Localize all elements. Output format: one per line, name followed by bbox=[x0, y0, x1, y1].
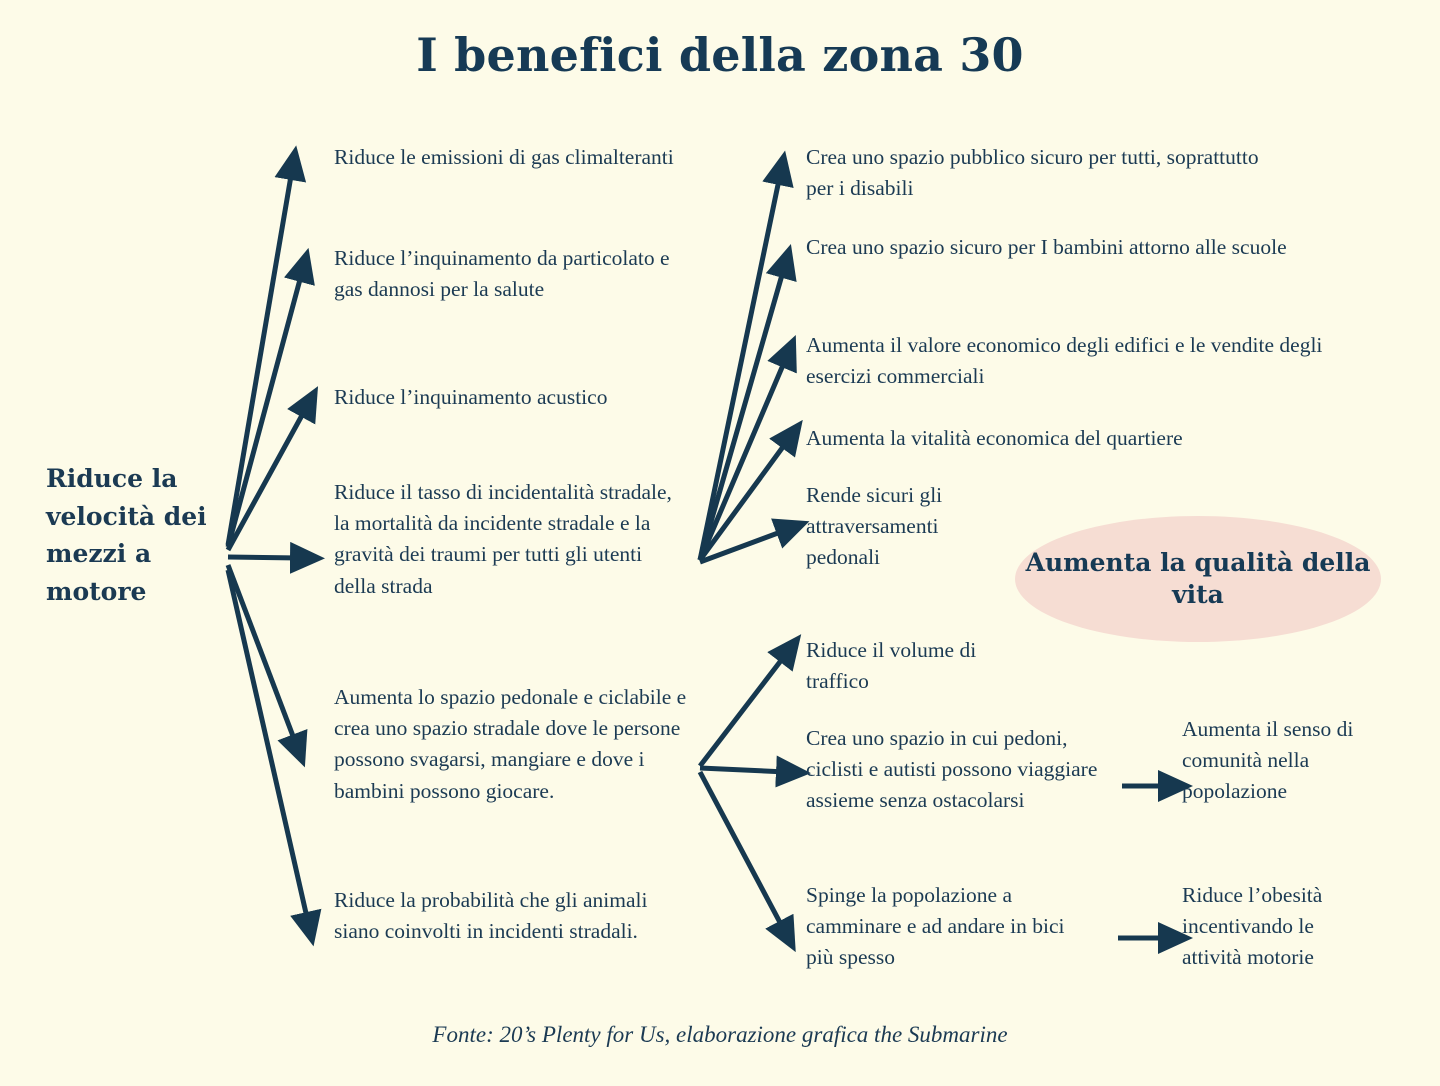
arrow-root-to-b1-5 bbox=[228, 565, 296, 744]
arrow-root-to-b1-6 bbox=[228, 570, 308, 922]
node-b2-5: Rende sicuri gli attraversamenti pedonali bbox=[806, 483, 943, 570]
arrow-root-to-b1-2 bbox=[228, 272, 302, 547]
arrow-hub2-to-b2-2 bbox=[700, 268, 784, 560]
arrow-hub2-to-b2-4 bbox=[700, 440, 788, 560]
node-b3-3: Spinge la popolazione a camminare e ad andare in bici più spesso bbox=[806, 883, 1065, 970]
arrow-hub2-to-b2-5 bbox=[700, 530, 786, 562]
arrow-root-to-b1-3 bbox=[228, 408, 306, 550]
page-title: I benefici della zona 30 bbox=[416, 28, 1024, 82]
node-b2-3: Aumenta il valore economico degli edifici e le vendite degli esercizi commerciali bbox=[806, 333, 1323, 389]
node-b4-1: Aumenta il senso di comunità nella popolazione bbox=[1182, 717, 1354, 804]
node-b1-5: Aumenta lo spazio pedonale e ciclabile e crea uno spazio stradale dove le persone possono svagarsi, mangiare e dove i bambini possono giocare. bbox=[334, 685, 687, 803]
node-b1-1: Riduce le emissioni di gas climalteranti bbox=[334, 145, 674, 169]
source-caption: Fonte: 20’s Plenty for Us, elaborazione grafica the Submarine bbox=[432, 1022, 1008, 1047]
highlight-label: Aumenta la qualità della vita bbox=[1025, 547, 1371, 609]
root-node: Riduce la velocità dei mezzi a motore bbox=[46, 464, 207, 606]
arrow-hub2-to-b2-3 bbox=[700, 358, 786, 560]
arrow-hub3-to-b3-3 bbox=[700, 772, 784, 930]
node-b1-4: Riduce il tasso di incidentalità stradale, la mortalità da incidente stradale e la gravità dei traumi per tutti gli utenti della strada bbox=[334, 480, 672, 598]
node-b2-4: Aumenta la vitalità economica del quartiere bbox=[806, 426, 1183, 450]
arrow-hub2-to-b2-1 bbox=[700, 175, 780, 560]
node-b4-2: Riduce l’obesità incentivando le attività motorie bbox=[1182, 883, 1323, 970]
node-b3-1: Riduce il volume di traffico bbox=[806, 638, 977, 694]
node-b2-1: Crea uno spazio pubblico sicuro per tutti, soprattutto per i disabili bbox=[806, 145, 1259, 201]
arrow-hub3-to-b3-2 bbox=[700, 768, 786, 772]
arrow-root-to-b1-1 bbox=[228, 170, 292, 545]
node-b1-3: Riduce l’inquinamento acustico bbox=[334, 385, 608, 409]
node-b2-2: Crea uno spazio sicuro per I bambini attorno alle scuole bbox=[806, 235, 1287, 259]
arrow-root-to-b1-4 bbox=[228, 557, 300, 558]
node-b1-2: Riduce l’inquinamento da particolato e gas dannosi per la salute bbox=[334, 246, 670, 302]
arrow-hub3-to-b3-1 bbox=[700, 654, 786, 766]
node-b3-2: Crea uno spazio in cui pedoni, ciclisti e autisti possono viaggiare assieme senza ostacolarsi bbox=[806, 726, 1098, 813]
highlight-ellipse bbox=[1015, 516, 1381, 642]
node-b1-6: Riduce la probabilità che gli animali siano coinvolti in incidenti stradali. bbox=[334, 888, 648, 944]
